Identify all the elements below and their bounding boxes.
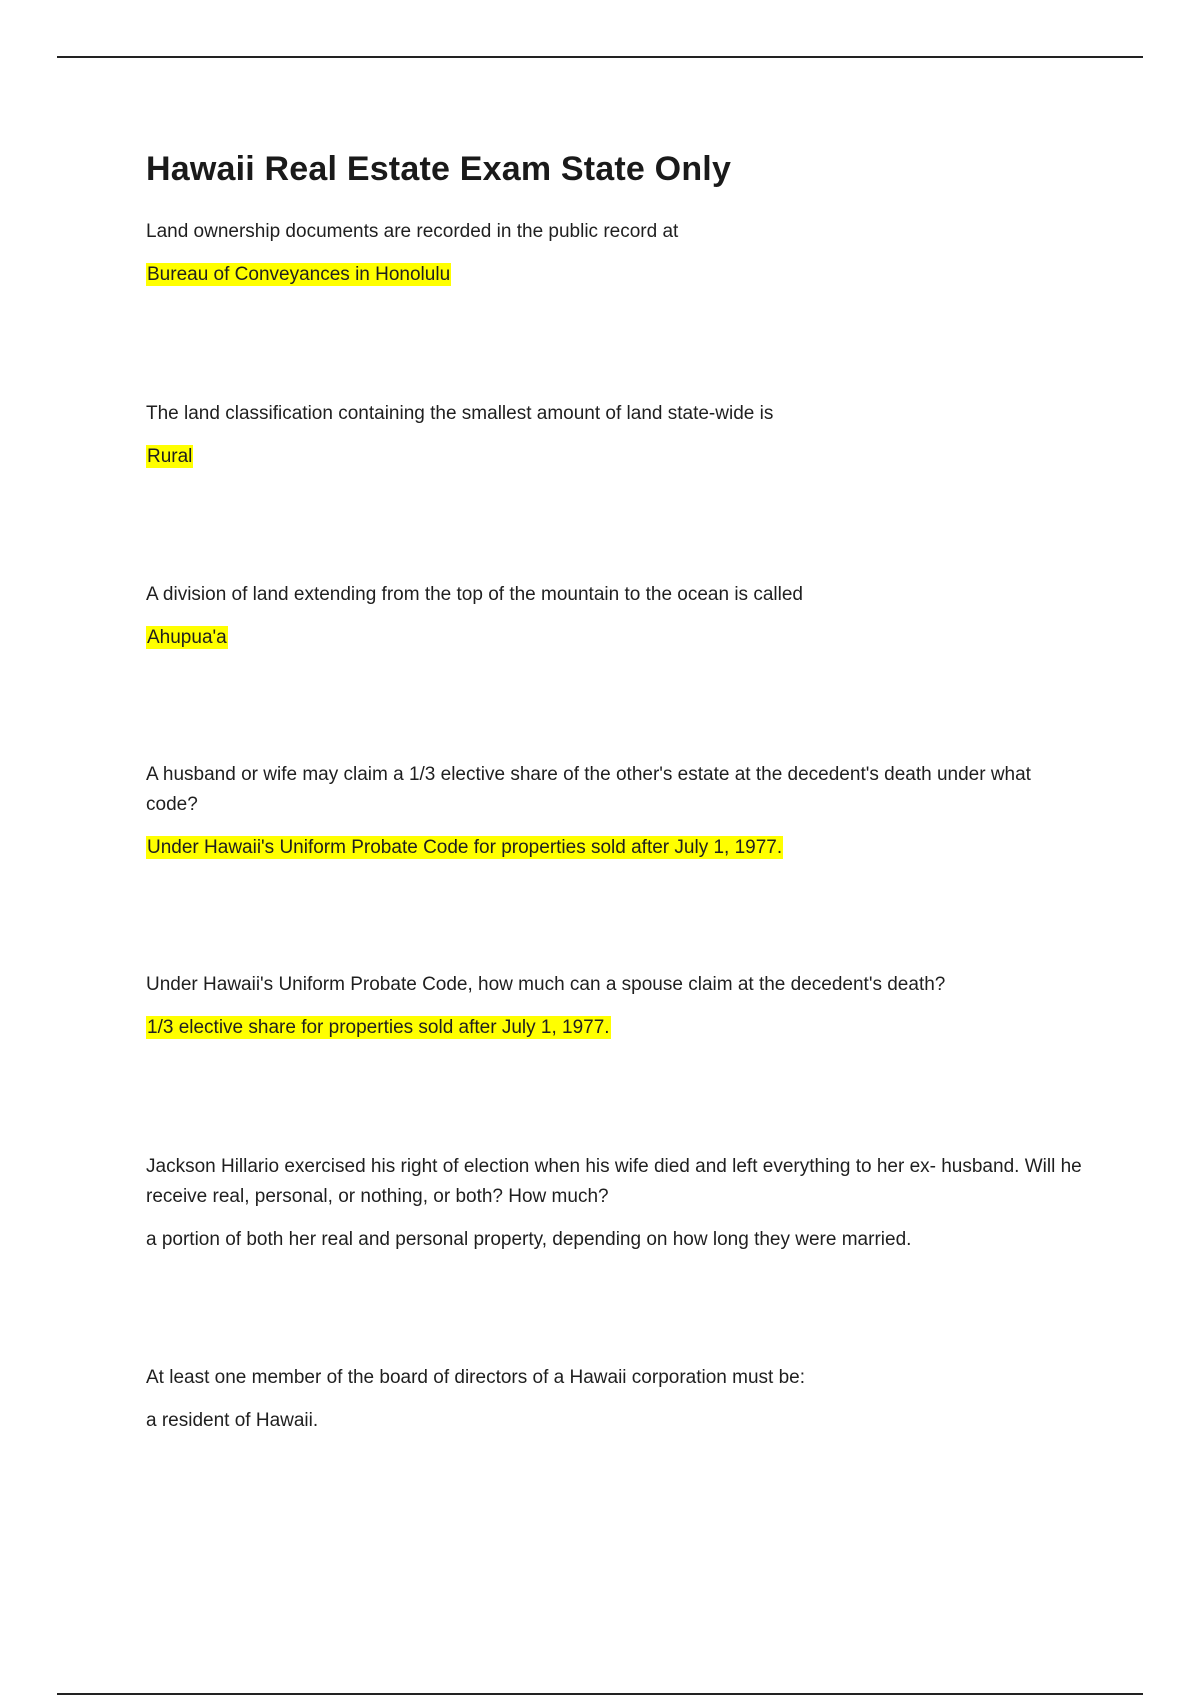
- answer-text: [146, 261, 1086, 289]
- qa-item-6: [146, 1152, 1086, 1254]
- question-text: The land classification containing the smallest amount of land state-wide is: [146, 403, 774, 424]
- answer-text: a resident of Hawaii.: [146, 1410, 319, 1431]
- question-text: A division of land extending from the top of the mountain to the ocean is called: [146, 584, 803, 605]
- question-text: Jackson Hillario exercised his right of election when his wife died and left everything to her ex- husband. Will he receive real, personal, or nothing, or both? How much?: [146, 1156, 1082, 1207]
- question-text: Under Hawaii's Uniform Probate Code, how much can a spouse claim at the decedent's death?: [146, 974, 946, 995]
- answer-text: [146, 624, 1086, 652]
- bottom-rule: [57, 1693, 1143, 1695]
- question-text: At least one member of the board of directors of a Hawaii corporation must be:: [146, 1367, 805, 1388]
- question-text: Land ownership documents are recorded in the public record at: [146, 221, 679, 242]
- answer-text: [146, 443, 1086, 471]
- qa-item-7: [146, 1363, 1086, 1435]
- qa-item-3: [146, 580, 1086, 652]
- answer-text: [146, 1014, 1086, 1042]
- top-rule: [57, 56, 1143, 58]
- answer-highlight: Rural: [147, 446, 193, 467]
- answer-text: [146, 834, 1086, 862]
- qa-item-4: [146, 760, 1086, 862]
- answer-text: a portion of both her real and personal property, depending on how long they were married.: [146, 1229, 912, 1250]
- answer-highlight: Under Hawaii's Uniform Probate Code for properties sold after July 1, 1977.: [147, 837, 783, 858]
- answer-highlight: Bureau of Conveyances in Honolulu: [147, 264, 451, 285]
- answer-highlight: 1/3 elective share for properties sold after July 1, 1977.: [147, 1017, 610, 1038]
- answer-highlight: Ahupua'a: [147, 627, 227, 648]
- qa-item-1: [146, 217, 1086, 289]
- page-title: Hawaii Real Estate Exam State Only: [146, 150, 732, 188]
- qa-item-2: [146, 399, 1086, 471]
- question-text: A husband or wife may claim a 1/3 elective share of the other's estate at the decedent's death under what code?: [146, 764, 1031, 815]
- qa-item-5: [146, 970, 1086, 1042]
